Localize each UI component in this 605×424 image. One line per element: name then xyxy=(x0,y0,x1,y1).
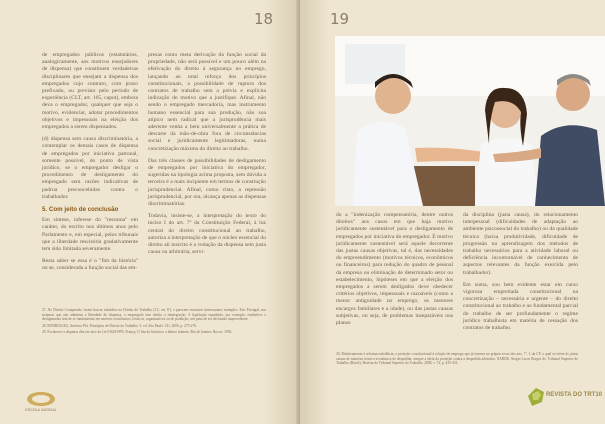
paragraph: (d) dispensa sem causa discriminatória, a contemplar os demais casos de dispensa de empregados por iniciativa patronal, somente possível, do ponto de vista jurídico, se o empregador desligar o procedimento de desligamento do empregado sem razões indicativas de padrua preconcebidas contra o trabalhador. xyxy=(42,136,138,200)
left-column-1 xyxy=(42,52,138,278)
right-column-1 xyxy=(336,212,453,332)
handshake-illustration xyxy=(335,36,605,206)
paragraph: Em síntese, inferese do "ressuma" em caráter, do escrito nos últimos anos pelo Parlamento e, em especial, pelos tribunais que a liberdade rescisória gradativamente tem sido limitada severamente. xyxy=(42,217,138,253)
paragraph: do a "indenização compensatória, dentre outros direitos" aos casos em que haja motivo juridicamente sustentável para o desligamento de empregados por iniciativa do empregador. É motivo juridicamente sustentável será aquele decorrente das justas causas objetivas, tal é, das necessidades do empreendimento (motivos técnicos, econômicos ou financeiros) para redução do quadro de pessoal da empresa ou eliminação de determinado setor ou estabelecimento, hipóteses em que a eleição dos empregados a serem desligados deve obedecer critérios objetivos, impessoais e razoáveis (como a menor antiguidade no emprego, os menores encargos familiares e a idade), ou das justas causas subjetivas, ou seja, de problemas inseparáveis nos planos xyxy=(336,212,453,327)
paragraph: Todavia, insiste-se, a interpretação do texto do inciso I do art. 7º da Constituição Federal, à luz central do direito constitucional ao trabalho, autoriza a interpretação de que o núcleo essencial do direito ali inscrito é a vedação da dispensa sem justa causa ou arbitrária, servi- xyxy=(148,213,266,256)
paragraph: Das três classes de possibilidades de desligamento de empregados por iniciativa do empregador, sugeridas na tipologia acima proposta, sem dúvida a terceira é a mais incipiente em termos de construção jurisprudencial. Afinal, como visto, a repressão jurisprudencial, por ora, alcança apenas as dispensas discriminatórias. xyxy=(148,157,266,208)
paragraph: presas como meta derivação da função social da propriedade, não será possível e um pouco além na efetivação do direito à segurança no emprego, lançando ao total reforço dos princípios constitucionais, a possibilidade de ruptura dos contratos de trabalho sem a prévia e explícita indicação do motivo que a justifique. Afinal, não sendo o empregado mercadoria, mas instrumento humano essencial para sua produção, não soa atípico nem radical que a jurisprudência mais aderente venha a bem universalmente a prática de descarte da mão-de-obra fora de circunstâncias social e juridicamente legitimadoras, numa concretização máxima do direito ao trabalho. xyxy=(148,52,266,152)
left-column-2 xyxy=(148,52,266,261)
footnotes-left xyxy=(42,308,266,337)
right-page xyxy=(300,0,603,424)
footnote: 30. Relativamente à reforma trabalhista, a proteção constitucional à relação de emprego que já encerra no próprio texto dos arts. 7º, I, da CF, o qual se refere às justas causas de natureza técnico-econômica de despedida, sempre a ideia da proteção contra a despedida arbitrária, NARDE, Sergio Lucas Borges de. Tribunal Superior do Trabalho (Brasil); Revista do Tribunal Superior do Trabalho, 2008, v. 74, p. 433-451. xyxy=(336,352,578,366)
paragraph: Em suma, sou bem evidente estar em curso vigorosa empreitada constitucional na concretização – necessária e urgente – do direito constitucional ao trabalho e ao fundamental parcial do trabalho de ser profundamente o regime jurídico trabalhista em matéria de cessação dos contratos de trabalho. xyxy=(463,281,578,332)
escola-judicial-logo xyxy=(22,390,60,414)
left-page xyxy=(0,0,300,424)
paragraph: de empregados públicos (estatutários, analogicamente, aos motivos ensejadores de dispensa) que constituem verdadeiras disciplinares que ensejam a dispensa dos empregados cujo contrato, com prazo prefixado, ou previsto pelo período de experiência (CLT, art. 165, caput), embora deva o empregador, qualquer que seja o motivo, evidenciar, adotar procedimentos objetivos e impessoais na eleição dos empregados a serem dispensados. xyxy=(42,52,138,131)
section-heading: 5. Com jeito de conclusão xyxy=(42,206,119,214)
footnotes-right xyxy=(336,352,578,368)
paragraph: da disciplina (justa causa), do relacionamento interpessoal (dificuldades de adaptação ao ambiente psicossocial do trabalho) ou da qualidade técnica (baixa produtividade, dificuldade de progressão na aprendizagem dos métodos de trabalho necessários para a atividade laboral ou deficiência incontornável de conhecimento de aspectos relevantes da função exercida pelo trabalhador). xyxy=(463,212,578,276)
logo-caption: REVISTA DO TRT10 xyxy=(546,392,603,398)
right-column-2 xyxy=(463,212,578,337)
logo-caption: ESCOLA JUDICIAL xyxy=(25,408,57,412)
paragraph: Resta saber se essa é o "fim da história" ou se, considerada a função social das em- xyxy=(42,258,138,272)
page-number-left: 18 xyxy=(254,10,274,28)
footnote: 29. Esclarecer a dispensa dita em face da Lei 9.029/1995, França, O fim da história e o último homem. Rio de Janeiro: Rocco, 1992. xyxy=(42,330,233,335)
footnote: 28. RODRIGUEZ, Américo Plá. Princípios de Direito do Trabalho. 3. ed. São Paulo: LTr, 2000, p. 275-276. xyxy=(42,323,197,328)
footnote: 27. No Direito Comparado, foram buscar subsídios no Direito do Trabalho (LC, art. 8º), e parecem encontrar interessantes exemplos. Em: Portugal, nos sistemas que não admitem a liberdade de dispensa, o empregado tem direito a reintegração. A legislação espanhola, por exemplo, estabelece o desligamento tem de se fundamentar em motivos econômicos, técnicos, organizativos ou de produção, sob pena de ser declarado improcedente. xyxy=(42,308,266,322)
page-number-right: 19 xyxy=(330,10,350,28)
meeting-photo xyxy=(335,36,605,206)
revista-trt10-logo xyxy=(522,382,603,416)
